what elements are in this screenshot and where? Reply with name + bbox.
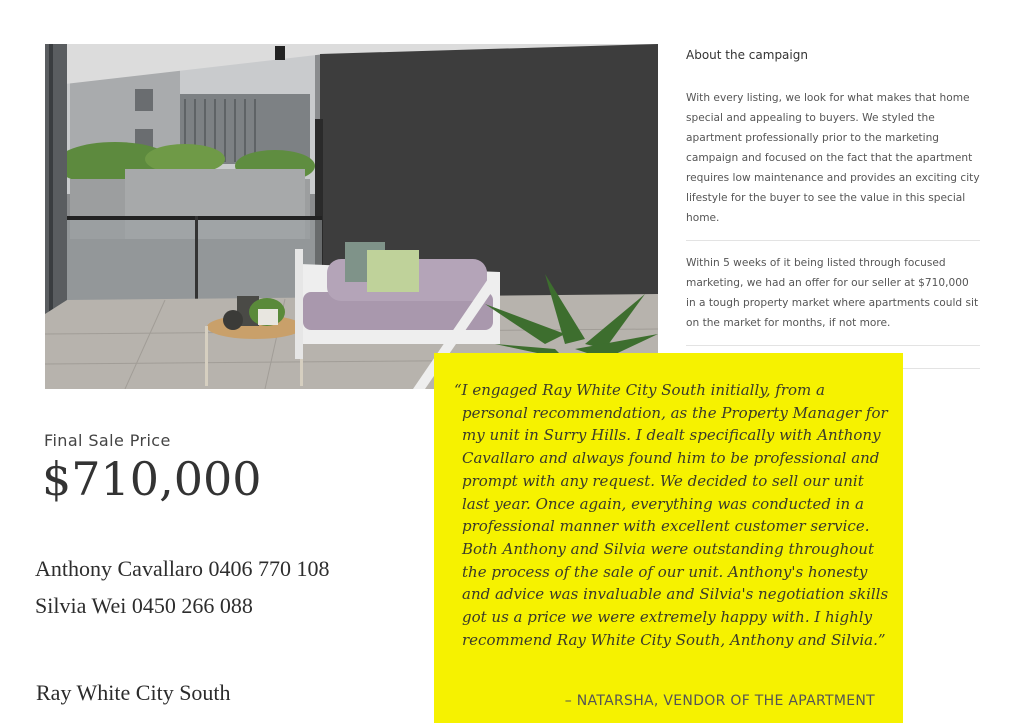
sale-price-label: Final Sale Price xyxy=(44,431,171,450)
campaign-paragraph-2: Within 5 weeks of it being listed through focused marketing, we had an offer for our seller at $710,000 in a tough property market where apartments could sit on the market for months, if not more. xyxy=(686,257,979,329)
divider xyxy=(686,345,980,346)
balcony-illustration xyxy=(45,44,658,389)
campaign-sidebar xyxy=(686,48,980,381)
testimonial-author: – NATARSHA, VENDOR OF THE APARTMENT xyxy=(564,693,875,709)
testimonial-box xyxy=(434,353,903,723)
sale-price: $710,000 xyxy=(42,452,262,506)
agent-contact: Anthony Cavallaro 0406 770 108 xyxy=(35,556,330,581)
divider xyxy=(686,240,980,241)
agent-contact: Silvia Wei 0450 266 088 xyxy=(35,593,253,618)
campaign-heading: About the campaign xyxy=(686,48,808,62)
property-photo xyxy=(45,44,658,389)
testimonial-quote: “I engaged Ray White City South initially, from a personal recommendation, as the Property Manager for my unit in Surry Hills. I dealt specifically with Anthony Cavallaro and always found him to be professional and prompt with any request. We decided to sell our unit last year. Once again, everything was conducted in a professional manner with excellent customer service. Both Anthony and Silvia were outstanding throughout the process of the sale of our unit. Anthony's honesty and advice was invaluable and Silvia's negotiation skills got us a price we were extremely happy with. I highly recommend Ray White City South, Anthony and Silvia.” xyxy=(454,381,889,649)
office-name: Ray White City South xyxy=(36,680,231,705)
campaign-paragraph-1: With every listing, we look for what makes that home special and appealing to buyers. We styled the apartment professionally prior to the marketing campaign and focused on the fact that the apartment requires low maintenance and provides an exciting city lifestyle for the buyer to see the value in this special home. xyxy=(686,92,980,224)
